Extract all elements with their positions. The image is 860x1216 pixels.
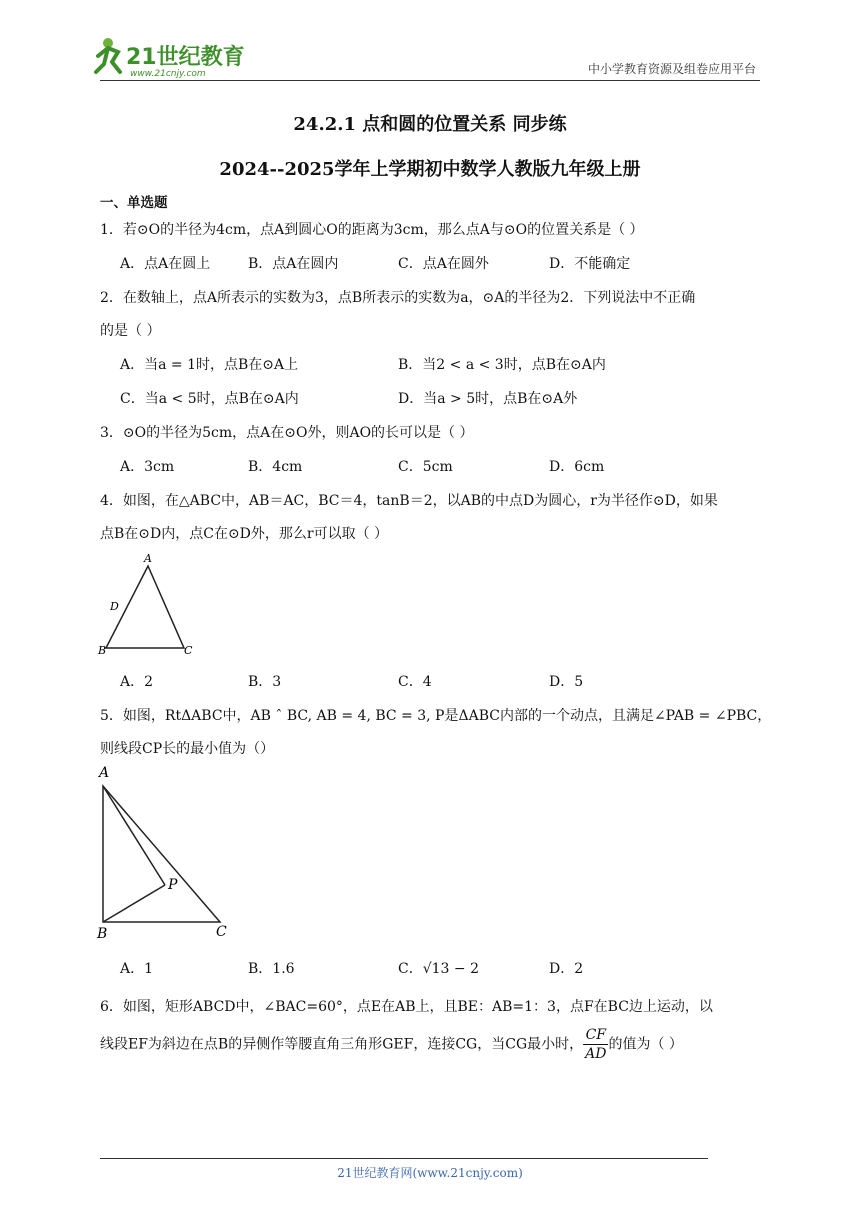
q6-line2-tail: 的值为（ ） (608, 1036, 683, 1053)
question-3: 3．⊙O的半径为5cm，点A在⊙O外，则AO的长可以是（ ） (100, 425, 474, 441)
q2-option-d: D．当a > 5时，点B在⊙A外 (398, 391, 578, 407)
triangle-figure-q5 (94, 762, 234, 942)
q3-option-c: C．5cm (398, 459, 453, 475)
q5-label-p: P (168, 877, 178, 893)
footer-divider (100, 1158, 708, 1159)
footer-link[interactable]: 21世纪教育网(www.21cnjy.com) (337, 1166, 523, 1180)
q4-option-c: C．4 (398, 674, 432, 690)
question-2-line1: 2．在数轴上，点A所表示的实数为3，点B所表示的实数为a，⊙A的半径为2．下列说法中不正确 (100, 290, 696, 306)
question-4-line1: 4．如图，在△ABC中，AB＝AC，BC＝4，tanB＝2，以AB的中点D为圆心，r为半径作⊙D，如果 (100, 493, 718, 509)
question-6-line1: 6．如图，矩形ABCD中，∠BAC=60°，点E在AB上，且BE：AB=1：3，点F在BC边上运动，以 (100, 999, 713, 1015)
q4-option-d: D．5 (549, 674, 584, 690)
q4-label-a: A (144, 552, 152, 565)
q1-option-d: D．不能确定 (549, 256, 631, 272)
q1-option-a: A．点A在圆上 (120, 256, 211, 272)
q4-option-b: B．3 (248, 674, 282, 690)
site-logo (92, 34, 262, 80)
page-title: 24.2.1 点和圆的位置关系 同步练 (293, 114, 567, 135)
q5-label-a: A (99, 765, 110, 781)
q1-option-b: B．点A在圆内 (248, 256, 339, 272)
question-1: 1．若⊙O的半径为4cm，点A到圆心O的距离为3cm，那么点A与⊙O的位置关系是（ ） (100, 222, 644, 238)
q4-label-d: D (110, 600, 119, 613)
platform-name: 中小学教育资源及组卷应用平台 (587, 62, 756, 76)
q5-label-c: C (216, 924, 227, 940)
q5-option-a: A．1 (120, 961, 154, 977)
q3-option-a: A．3cm (120, 459, 175, 475)
q6-line2-text: 线段EF为斜边在点B的异侧作等腰直角三角形GEF，连接CG，当CG最小时， (100, 1036, 584, 1053)
q3-option-b: B．4cm (248, 459, 303, 475)
q4-label-b: B (98, 644, 107, 657)
q5-option-d: D．2 (549, 961, 584, 977)
q5-option-b: B．1.6 (248, 961, 295, 977)
section-heading: 一、单选题 (100, 195, 168, 211)
triangle-figure-q4 (96, 550, 206, 660)
q1-option-c: C．点A在圆外 (398, 256, 489, 272)
header-divider (100, 80, 760, 81)
q2-option-c: C．当a < 5时，点B在⊙A内 (120, 391, 299, 407)
question-6-line2 (100, 1026, 683, 1063)
q3-option-d: D．6cm (549, 459, 605, 475)
question-2-line2: 的是（ ） (100, 323, 161, 339)
q4-option-a: A．2 (120, 674, 154, 690)
q2-option-a: A．当a = 1时，点B在⊙A上 (120, 357, 299, 373)
logo-url: www.21cnjy.com (130, 69, 206, 79)
question-5-line2: 则线段CP长的最小值为（） (100, 741, 275, 757)
page-subtitle: 2024--2025学年上学期初中数学人教版九年级上册 (219, 159, 641, 180)
q6-fraction (583, 1026, 608, 1063)
q2-option-b: B．当2 < a < 3时，点B在⊙A内 (398, 357, 606, 373)
runner-icon (96, 38, 120, 72)
q5-label-b: B (97, 926, 108, 942)
q6-frac-denominator: AD (585, 1046, 607, 1062)
question-4-line2: 点B在⊙D内，点C在⊙D外，那么r可以取（ ） (100, 526, 389, 542)
logo-text: 21世纪教育 (126, 45, 245, 70)
q5-option-c: C．√13 − 2 (398, 961, 479, 977)
question-5-line1: 5．如图，RtΔABC中，AB ˆ BC, AB = 4, BC = 3, P是ΔABC内部的一个动点，且满足∠PAB = ∠PBC， (100, 708, 772, 724)
q6-frac-numerator: CF (583, 1026, 608, 1045)
q4-label-c: C (184, 644, 193, 657)
